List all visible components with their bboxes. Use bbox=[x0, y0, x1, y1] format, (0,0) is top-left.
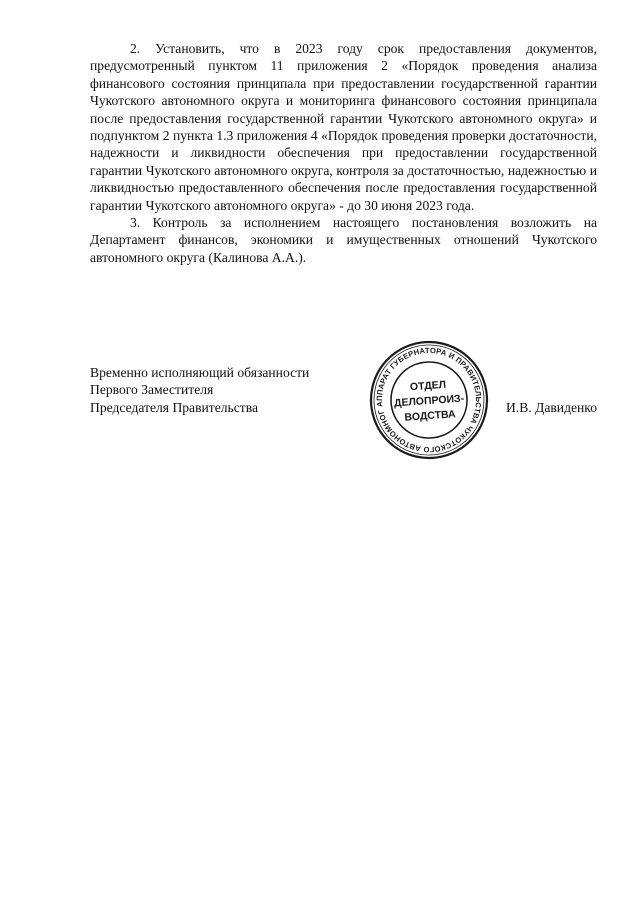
signatory-title-line-2: Первого Заместителя bbox=[90, 382, 214, 398]
paragraph-2: 2. Установить, что в 2023 году срок предоставления документов, предусмотренный пунктом 11 приложения 2 «Порядок проведения анализа финансового состояния принципала при предоставлении государственной гарантии Чукотского автономного округа и мониторинга финансового состояния принципала после предоставления государственной гарантии Чукотского автономного округа» и подпунктом 2 пункта 1.3 приложения 4 «Порядок проведения проверки достаточности, надежности и ликвидности обеспечения при предоставлении государственной гарантии Чукотского автономного округа, контроля за достаточностью, надежностью и ликвидностью предоставленного обеспечения после предоставления государственной гарантии Чукотского автономного округа» - до 30 июня 2023 года. bbox=[90, 41, 597, 213]
signature-block bbox=[90, 364, 597, 434]
document-body bbox=[90, 40, 597, 266]
official-stamp bbox=[367, 338, 491, 462]
signatory-title-line-1: Временно исполняющий обязанности bbox=[90, 365, 310, 380]
stamp-center-line-1: ОТДЕЛ bbox=[409, 378, 447, 394]
stamp-center-line-2: ДЕЛОПРОИЗ- bbox=[393, 392, 465, 410]
signatory-title-line-3: Председателя Правительства bbox=[90, 399, 258, 415]
stamp-ring-text: АППАРАТ ГУБЕРНАТОРА И ПРАВИТЕЛЬСТВА ЧУКОТСКОГО АВТОНОМНОГО bbox=[374, 345, 484, 455]
stamp-center-line-3: ВОДСТВА bbox=[404, 408, 457, 424]
signatory-name: И.В. Давиденко bbox=[505, 400, 597, 415]
paragraph-3: 3. Контроль за исполнением настоящего постановления возложить на Департамент финансов, экономики и имущественных отношений Чукотского автономного округа (Калинова А.А.). bbox=[90, 215, 597, 265]
signatory-title bbox=[90, 364, 370, 416]
